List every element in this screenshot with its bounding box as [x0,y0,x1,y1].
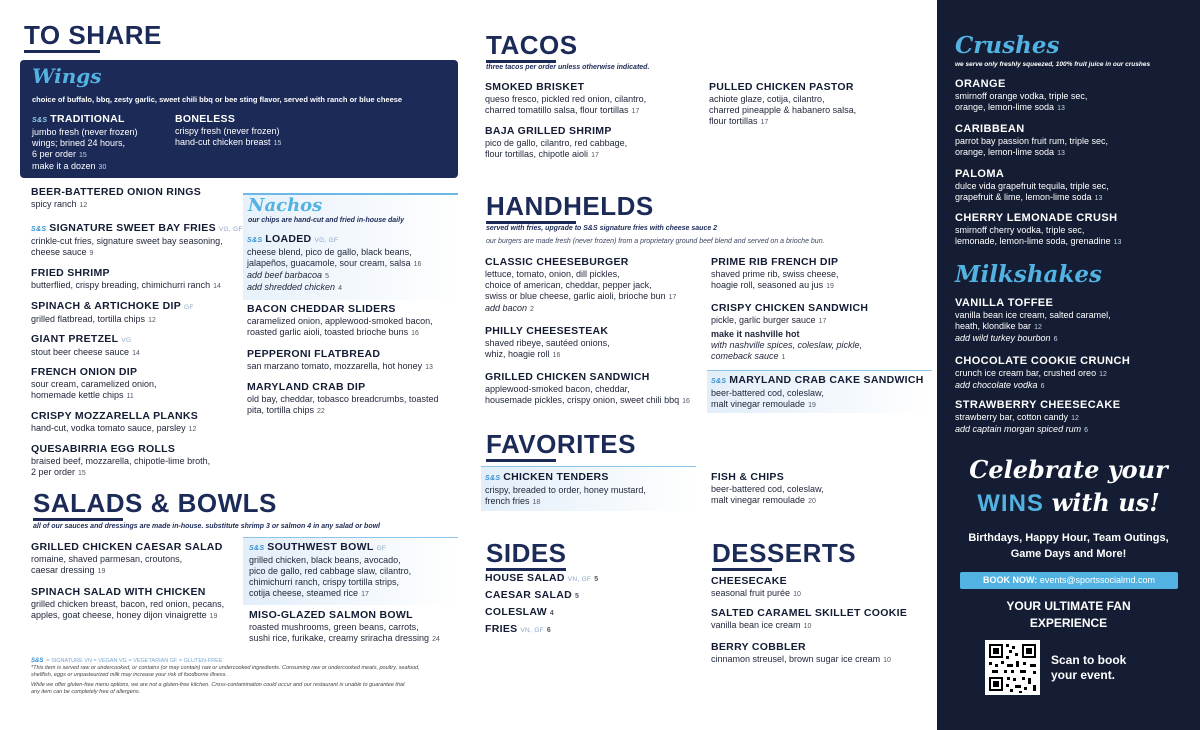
fan-experience: YOUR ULTIMATE FAN EXPERIENCE [1006,599,1131,630]
menu-item: PRIME RIB FRENCH DIP shaved prime rib, swiss cheese, hoagie roll, seasoned au jus 19 [711,256,839,290]
menu-item: GRILLED CHICKEN CAESAR SALAD romaine, shaved parmesan, croutons, caesar dressing 19 [31,541,223,575]
menu-item: GIANT PRETZEL VG stout beer cheese sauce 14 [31,333,140,357]
menu-item: BEER-BATTERED ONION RINGS spicy ranch 12 [31,186,202,209]
promo-headline: Celebrate your [969,455,1168,484]
menu-item: BACON CHEDDAR SLIDERS caramelized onion, applewood-smoked bacon, roasted garlic aioli, toasted brioche buns 16 [247,303,433,337]
handhelds-title: HANDHELDS [486,193,654,219]
menu-item: S&S MARYLAND CRAB CAKE SANDWICH beer-battered cod, coleslaw, malt vinegar remoulade 19 [711,374,924,409]
menu-item: HOUSE SALAD VN, GF 5 [485,572,599,584]
salads-title: SALADS & BOWLS [33,490,277,516]
drinks-panel [937,0,1200,730]
drink-item: ORANGE smirnoff orange vodka, triple sec, orange, lemon-lime soda 13 [955,78,1088,112]
menu-item: CRISPY MOZZARELLA PLANKS hand-cut, vodka tomato sauce, parsley 12 [31,410,199,433]
menu-item: PEPPERONI FLATBREAD san marzano tomato, mozzarella, hot honey 13 [247,348,433,371]
menu-item: BERRY COBBLER cinnamon streusel, brown sugar ice cream 10 [711,641,891,664]
menu-item: QUESABIRRIA EGG ROLLS braised beef, mozzarella, chipotle-lime broth, 2 per order 15 [31,443,211,477]
menu-item: FRIED SHRIMP butterflied, crispy breading, chimichurri ranch 14 [31,267,221,290]
menu-item: PHILLY CHEESESTEAK shaved ribeye, sautéed onions, whiz, hoagie roll 16 [485,325,610,359]
nachos-subtitle: our chips are hand-cut and fried in-house daily [248,217,404,224]
crushes-title: Crushes [955,32,1060,59]
menu-item: COLESLAW 4 [485,606,555,618]
wings-title: Wings [32,64,102,88]
menu-item: GRILLED CHICKEN SANDWICH applewood-smoked bacon, cheddar, housemade pickles, crispy onion, sweet chili bbq 16 [485,371,690,405]
promo-headline-2: WINS with us! [977,488,1160,517]
drink-item: VANILLA TOFFEE vanilla bean ice cream, salted caramel, heath, klondike bar 12 add wild turkey bourbon 6 [955,297,1111,343]
menu-item: MISO-GLAZED SALMON BOWL roasted mushrooms, green beans, carrots, sushi rice, furikake, creamy sriracha dressing 24 [249,609,440,643]
handhelds-note: served with fries, upgrade to S&S signature fries with cheese sauce 2 [486,225,718,232]
tacos-note: three tacos per order unless otherwise indicated. [486,64,650,71]
menu-item: BAJA GRILLED SHRIMP pico de gallo, cilantro, red cabbage, flour tortillas, chipotle aioli 17 [485,125,628,159]
favorites-title: FAVORITES [486,431,636,457]
wings-traditional: S&S TRADITIONAL jumbo fresh (never frozen) wings; brined 24 hours, 6 per order 15 make it a dozen 30 [32,113,138,171]
desserts-title: DESSERTS [712,540,856,566]
menu-item: S&S LOADED VG, GF cheese blend, pico de gallo, black beans, jalapeños, guacamole, sour cream, salsa 16 add beef barbacoa 5 add shredded chicken 4 [247,233,422,292]
drink-item: STRAWBERRY CHEESECAKE strawberry bar, cotton candy 12 add captain morgan spiced rum 6 [955,399,1121,434]
promo-sub: Birthdays, Happy Hour, Team Outings, Game Days and More! [968,532,1169,560]
menu-item: FRENCH ONION DIP sour cream, caramelized onion, homemade kettle chips 11 [31,366,157,400]
crushes-note: we serve only freshly squeezed, 100% fruit juice in our crushes [955,61,1151,68]
drink-item: CARIBBEAN parrot bay passion fruit rum, triple sec, orange, lemon-lime soda 13 [955,123,1109,157]
menu-item: CLASSIC CHEESEBURGER lettuce, tomato, onion, dill pickles, choice of american, cheddar, pepper jack, swiss or blue cheese, garlic aioli, brioche bun 17 add bacon 2 [485,256,677,313]
wings-subtitle: choice of buffalo, bbq, zesty garlic, sweet chili bbq or bee sting flavor, served with ranch or blue cheese [32,95,403,104]
menu-item: CRISPY CHICKEN SANDWICH pickle, garlic burger sauce 17 make it nashville hot with nashville spices, coleslaw, pickle, comeback sauce 1 [711,302,869,361]
nachos-title: Nachos [248,195,323,216]
qr-code-icon[interactable] [985,640,1040,695]
menu-item: MARYLAND CRAB DIP old bay, cheddar, tobasco breadcrumbs, toasted pita, tortilla chips 22 [247,381,439,415]
handhelds-note-burgers: our burgers are made fresh (never frozen) from a proprietary ground beef blend and served on a brioche bun. [486,238,825,245]
menu-item: SPINACH SALAD WITH CHICKEN grilled chicken breast, bacon, red onion, pecans, apples, goat cheese, honey dijon vinaigrette 19 [31,586,225,620]
menu-item: FISH & CHIPS beer-battered cod, coleslaw, malt vinegar remoulade 20 [711,471,824,505]
menu-item: SPINACH & ARTICHOKE DIP GF grilled flatbread, tortilla chips 12 [31,300,194,324]
menu-item: S&S SIGNATURE SWEET BAY FRIES VG, GF crinkle-cut fries, signature sweet bay seasoning, cheese sauce 9 [31,222,243,257]
menu-item: PULLED CHICKEN PASTOR achiote glaze, cotija, cilantro, charred pineapple & habanero salsa, flour tortillas 17 [709,81,857,126]
wings-boneless: BONELESS crispy fresh (never frozen) hand-cut chicken breast 15 [175,113,282,147]
menu-item: FRIES VN, GF 6 [485,623,552,635]
book-now-button[interactable]: BOOK NOW: events@sportssocialmd.com [960,572,1178,589]
tacos-title: TACOS [486,32,578,58]
salads-note: all of our sauces and dressings are made in-house. substitute shrimp 3 or salmon 4 in any salad or bowl [33,523,380,530]
menu-item: S&S CHICKEN TENDERS crispy, breaded to order, honey mustard, french fries 18 [485,471,646,506]
menu-item: CAESAR SALAD 5 [485,589,580,601]
drink-item: PALOMA dulce vida grapefruit tequila, triple sec, grapefruit & lime, lemon-lime soda 13 [955,168,1109,202]
milkshakes-title: Milkshakes [955,261,1102,288]
menu-item: CHEESECAKE seasonal fruit purée 10 [711,575,801,598]
menu-item: SMOKED BRISKET queso fresco, pickled red onion, cilantro, charred tomatillo salsa, flour tortillas 17 [485,81,647,115]
menu-item: S&S SOUTHWEST BOWL GF grilled chicken, black beans, avocado, pico de gallo, red cabbage slaw, cilantro, chimichurri ranch, crispy tortilla strips, cotija cheese, steamed rice 17 [249,541,412,598]
wings-box [20,60,458,178]
menu-item: SALTED CARAMEL SKILLET COOKIE vanilla bean ice cream 10 [711,607,908,630]
drink-item: CHOCOLATE COOKIE CRUNCH crunch ice cream bar, crushed oreo 12 add chocolate vodka 6 [955,355,1131,390]
sides-title: SIDES [486,540,567,566]
legend: S&S = SIGNATURE VN = VEGAN VG = VEGETARIAN GF = GLUTEN-FREE *This item is served raw or undercooked, or contains (or may contain) raw or undercooked ingredients. Consuming raw or undercooked meats, poultry, seafood, shellfish, eggs or unpasteurized milk may increase your risk of foodborne illness. While we offer gluten-free menu options, we are not a gluten-free kitchen. Cross-contamination could occur and our restaurant is unable to guarantee that any item can be completely free of allergens. [31,658,420,695]
to-share-title: TO SHARE [24,22,162,48]
book-now-email[interactable]: events@sportssocialmd.com [1039,575,1156,585]
scan-text: Scan to book your event. [1051,653,1127,682]
drink-item: CHERRY LEMONADE CRUSH smirnoff cherry vodka, triple sec, lemonade, lemon-lime soda, grenadine 13 [955,212,1122,246]
